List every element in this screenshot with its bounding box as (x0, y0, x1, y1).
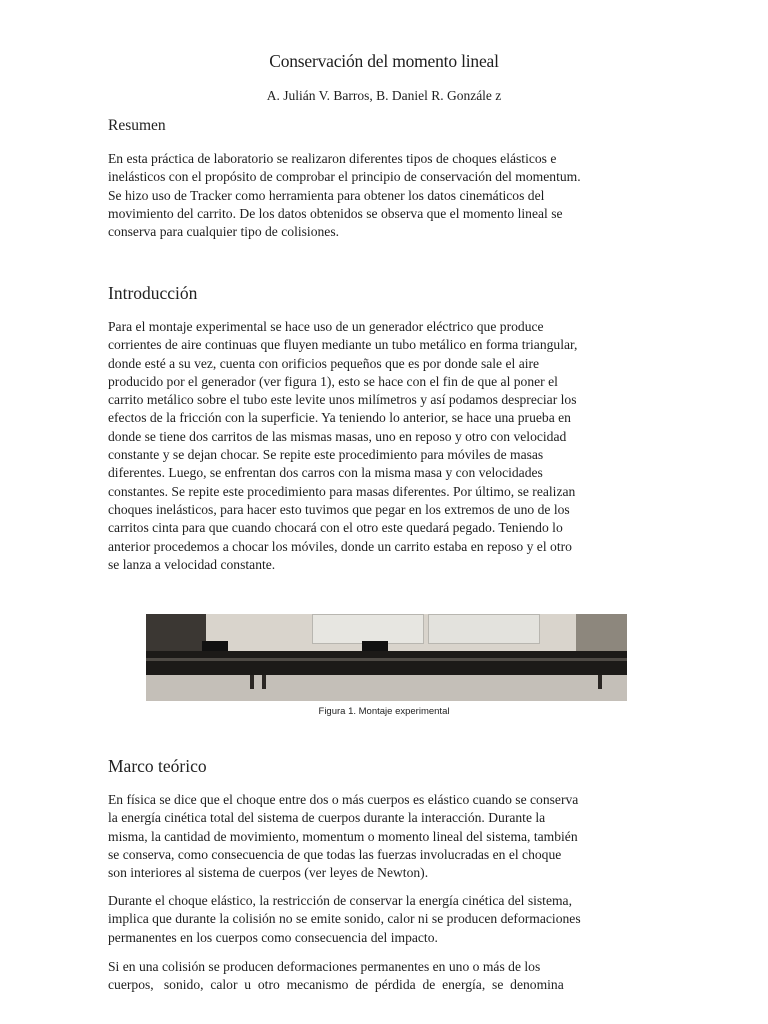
text-line: movimiento del carrito. De los datos obtenidos se observa que el momento lineal se (108, 205, 563, 221)
track-leg (250, 675, 254, 689)
text-line: permanentes en los cuerpos como consecuencia del impacto. (108, 929, 438, 945)
text-line: Se hizo uso de Tracker como herramienta para obtener los datos cinemáticos del (108, 187, 545, 203)
text-line: Si en una colisión se producen deformaciones permanentes en uno o más de los (108, 959, 541, 974)
section-heading-resumen: Resumen (108, 117, 166, 134)
cart (362, 641, 388, 651)
air-track-rail (146, 651, 627, 675)
resumen-paragraph (108, 150, 664, 241)
track-leg (598, 675, 602, 689)
document-authors: A. Julián V. Barros, B. Daniel R. Gonzále z (266, 88, 502, 103)
text-line: implica que durante la colisión no se emite sonido, calor ni se producen deformaciones (108, 911, 581, 927)
text-line: son interiores al sistema de cuerpos (ver leyes de Newton). (108, 865, 429, 881)
text-line: se conserva, como consecuencia de que todas las fuerzas involucradas en el choque (108, 846, 562, 862)
photo-whiteboard (428, 614, 540, 644)
text-line: misma, la cantidad de movimiento, momentum o momento lineal del sistema, también (108, 828, 578, 844)
text-line: efectos de la fricción con la superficie. Ya teniendo lo anterior, se hace una prueba en (108, 410, 571, 426)
text-line: En física se dice que el choque entre dos o más cuerpos es elástico cuando se conserva (108, 792, 579, 807)
photo-floor (146, 675, 627, 701)
text-line: donde esté a su vez, cuenta con orificios pequeños que es por donde sale el aire (108, 355, 540, 371)
experimental-setup-photo (146, 614, 627, 701)
text-line: constante y se dejan chocar. Se repite este procedimiento para móviles de masas (108, 447, 544, 463)
introduccion-paragraph (108, 318, 664, 574)
text-line: diferentes. Luego, se enfrentan dos carros con la misma masa y con velocidades (108, 465, 543, 481)
marco-paragraph-2 (108, 892, 664, 947)
text-line: corrientes de aire continuas que fluyen mediante un tubo metálico en forma triangular, (108, 337, 578, 353)
text-line: carrito metálico sobre el tubo este levite unos milímetros y así podamos despreciar los (108, 392, 577, 408)
marco-paragraph-3 (108, 958, 664, 995)
figure-caption: Figura 1. Montaje experimental (318, 706, 450, 717)
text-line: cuerpos, sonido, calor u otro mecanismo de pérdida de energía, se denomina (108, 977, 564, 993)
cart (202, 641, 228, 651)
air-track-rail-highlight (146, 658, 627, 661)
photo-whiteboard (312, 614, 424, 644)
track-leg (262, 675, 266, 689)
text-line: la energía cinética total del sistema de cuerpos durante la interacción. Durante la (108, 810, 546, 826)
text-line: carritos cinta para que cuando chocará con el otro este quedará pegado. Teniendo lo (108, 520, 563, 536)
marco-paragraph-1 (108, 791, 664, 882)
text-line: constantes. Se repite este procedimiento para masas diferentes. Por último, se realizan (108, 483, 576, 499)
text-line: En esta práctica de laboratorio se realizaron diferentes tipos de choques elásticos e (108, 151, 557, 166)
text-line: conserva para cualquier tipo de colisiones. (108, 224, 340, 240)
text-line: anterior procedemos a chocar los móviles, donde un carrito estaba en reposo y el otro (108, 538, 572, 554)
text-line: donde se tiene dos carritos de las mismas masas, uno en reposo y otro con velocidad (108, 428, 567, 444)
section-heading-marco-teorico: Marco teórico (108, 756, 207, 776)
text-line: inelásticos con el propósito de comprobar el principio de conservación del momentum. (108, 169, 581, 185)
text-line: Para el montaje experimental se hace uso de un generador eléctrico que produce (108, 319, 544, 334)
text-line: producido por el generador (ver figura 1), esto se hace con el fin de que al poner el (108, 373, 558, 389)
text-line: Durante el choque elástico, la restricción de conservar la energía cinética del sistema, (108, 893, 572, 908)
section-heading-introduccion: Introducción (108, 283, 198, 303)
text-line: choques inelásticos, para hacer esto tuvimos que pegar en los extremos de uno de los (108, 501, 570, 517)
document-title: Conservación del momento lineal (269, 51, 499, 71)
text-line: se lanza a velocidad constante. (108, 556, 276, 572)
